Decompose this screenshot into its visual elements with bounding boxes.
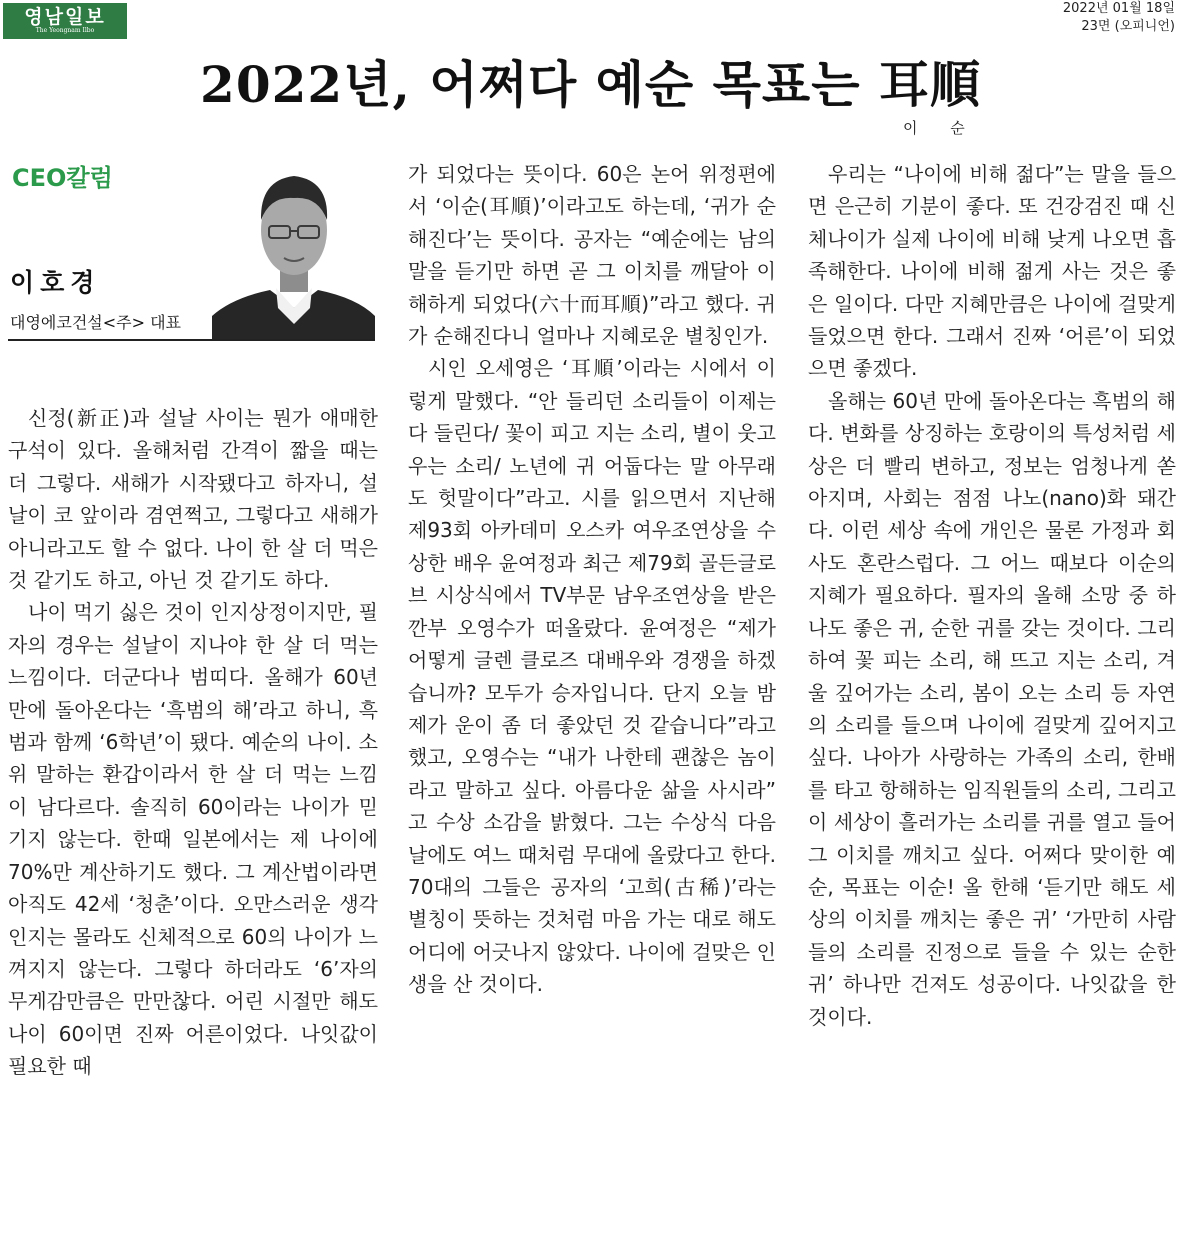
paragraph: 신정(新正)과 설날 사이는 뭔가 애매한 구석이 있다. 올해처럼 간격이 짧을 때는 더 그렇다. 새해가 시작됐다고 하자니, 설날이 코 앞이라 겸연쩍고, 그렇다고 새해가 아니라고도 할 수 없다. 나이 한 살 더 먹은 것 같기도 하고, 아닌 것 같기도 하다. — [8, 406, 378, 593]
paragraph: 올해는 60년 만에 돌아온다는 흑범의 해다. 변화를 상징하는 호랑이의 특성처럼 세상은 더 빨리 변하고, 정보는 엄청나게 쏟아지며, 사회는 점점 나노(nano)화 돼간다. 이런 세상 속에 개인은 물론 가정과 회사도 혼란스럽다. 그 어느 때보다 이순의 지혜가 필요하다. 필자의 올해 소망 중 하나도 좋은 귀, 순한 귀를 갖는 것이다. 그리하여 꽃 피는 소리, 해 뜨고 지는 소리, 겨울 깊어가는 소리, 봄이 오는 소리 등 자연의 소리를 들으며 나이에 걸맞게 깊어지고 싶다. 나아가 사랑하는 가족의 소리, 한배를 타고 항해하는 임직원들의 소리, 그리고 이 세상이 흘러가는 소리를 귀를 열고 들어 그 이치를 깨치고 싶다. 어쩌다 맞이한 예순, 목표는 이순! 올 한해 ‘듣기만 해도 세상의 이치를 깨치는 좋은 귀’ ‘가만히 사람들의 소리를 진정으로 들을 수 있는 순한 귀’ 하나만 건져도 성공이다. 나잇값을 한 것이다. — [808, 388, 1176, 1029]
author-title: 대영에코건설<주> 대표 — [10, 313, 182, 332]
article-column-2 — [408, 158, 776, 1001]
issue-page: 23면 (오피니언) — [1081, 19, 1175, 34]
paragraph: 가 되었다는 뜻이다. 60은 논어 위정편에서 ‘이순(耳順)’이라고도 하는데, ‘귀가 순해진다’는 뜻이다. 공자는 “예순에는 남의 말을 듣기만 하면 곧 그 이치를 깨달아 이해하게 되었다(六十而耳順)”라고 했다. 귀가 순해진다니 얼마나 지혜로운 별칭인가. — [408, 162, 776, 349]
issue-date: 2022년 01월 18일 — [1062, 1, 1175, 16]
newspaper-logo — [3, 3, 127, 39]
issue-meta — [1063, 0, 1175, 36]
paragraph: 우리는 “나이에 비해 젊다”는 말을 들으면 은근히 기분이 좋다. 또 건강검진 때 신체나이가 실제 나이에 비해 낮게 나오면 흡족해한다. 나이에 비해 젊게 사는 것은 좋은 일이다. 다만 지혜만큼은 나이에 걸맞게 들었으면 한다. 그래서 진짜 ‘어른’이 되었으면 좋겠다. — [808, 162, 1176, 381]
author-name: 이호경 — [10, 268, 101, 297]
article-title: 2022년, 어쩌다 예순 목표는 耳順 — [200, 55, 981, 114]
logo-name: 영남일보 — [24, 6, 106, 28]
paragraph: 시인 오세영은 ‘耳順’이라는 시에서 이렇게 말했다. “안 들리던 소리들이 이제는 다 들린다/ 꽃이 피고 지는 소리, 별이 웃고 우는 소리/ 노년에 귀 어둡다는 말 아무래도 헛말이다”라고. 시를 읽으면서 지난해 제93회 아카데미 오스카 여우조연상을 수상한 배우 윤여정과 최근 제79회 골든글로브 시상식에서 TV부문 남우조연상을 받은 깐부 오영수가 떠올랐다. 윤여정은 “제가 어떻게 글렌 클로즈 대배우와 경쟁을 하겠습니까? 모두가 승자입니다. 단지 오늘 밤 제가 운이 좀 더 좋았던 것 같습니다”라고 했고, 오영수는 “내가 나한테 괜찮은 놈이라고 말하고 싶다. 아름다운 삶을 사시라” 고 수상 소감을 밝혔다. 그는 수상식 다음 날에도 여느 때처럼 무대에 올랐다고 한다. 70대의 그들은 공자의 ‘고희(古稀)’라는 별칭이 뜻하는 것처럼 마음 가는 대로 해도 어디에 어긋나지 않았다. 나이에 걸맞은 인생을 산 것이다. — [408, 356, 776, 997]
article-column-1 — [8, 402, 378, 1083]
column-label: CEO칼럼 — [12, 164, 113, 192]
article-column-3 — [808, 158, 1176, 1033]
paragraph: 나이 먹기 싫은 것이 인지상정이지만, 필자의 경우는 설날이 지나야 한 살 더 먹는 느낌이다. 더군다나 범띠다. 올해가 60년 만에 돌아온다는 ‘흑범의 해’라고 하니, 흑범과 함께 ‘6학년’이 됐다. 예순의 나이. 소위 말하는 환갑이라서 한 살 더 먹는 느낌이 남다르다. 솔직히 60이라는 나이가 믿기지 않는다. 한때 일본에서는 제 나이에 70%만 계산하기도 했다. 그 계산법이라면 아직도 42세 ‘청춘’이다. 오만스러운 생각인지는 몰라도 신체적으로 60의 나이가 느껴지지 않는다. 그렇다 하더라도 ‘6’자의 무게감만큼은 만만찮다. 어린 시절만 해도 나이 60이면 진짜 어른이었다. 나잇값이 필요한 때 — [8, 600, 378, 1079]
title-stamp: 이 순 — [903, 119, 979, 137]
logo-tagline: The Yeongnam Ilbo — [35, 27, 95, 34]
byline-divider — [8, 339, 375, 341]
author-photo — [212, 158, 375, 339]
